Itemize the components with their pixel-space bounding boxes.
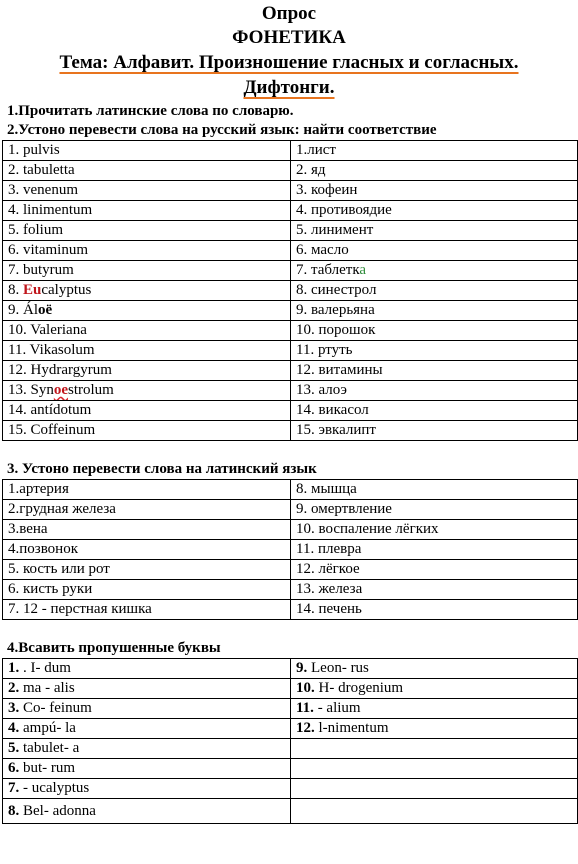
fill-blank-cell bbox=[291, 679, 578, 699]
russian-word-cell bbox=[291, 381, 578, 401]
topic-line-2: Дифтонги. bbox=[243, 77, 335, 98]
task2-table bbox=[2, 140, 578, 441]
table-row bbox=[3, 500, 578, 520]
item-number: 6. bbox=[8, 760, 20, 776]
cell-text: 6. vitaminum bbox=[8, 242, 88, 258]
table-row bbox=[3, 779, 578, 799]
table-row bbox=[3, 141, 578, 161]
table-row bbox=[3, 341, 578, 361]
russian-word-cell bbox=[291, 141, 578, 161]
table-row bbox=[3, 659, 578, 679]
latin-word-cell bbox=[3, 161, 291, 181]
cell-text: 7. butyrum bbox=[8, 262, 74, 278]
russian-word-cell bbox=[3, 580, 291, 600]
cell-text: 15. Coffeinum bbox=[8, 422, 96, 438]
table-row bbox=[3, 759, 578, 779]
item-word: - alium bbox=[313, 700, 361, 716]
cell-text: 2.грудная железа bbox=[8, 501, 116, 517]
item-number: 5. bbox=[8, 740, 20, 756]
cell-text: 9. омертвление bbox=[296, 501, 392, 517]
cell-text: 10. воспаление лёгких bbox=[296, 521, 439, 537]
table-row bbox=[3, 421, 578, 441]
table-row bbox=[3, 361, 578, 381]
cell-text: 4.позвонок bbox=[8, 541, 78, 557]
table-row bbox=[3, 799, 578, 824]
table-row bbox=[3, 520, 578, 540]
table-row bbox=[3, 221, 578, 241]
cell-text: 1.лист bbox=[296, 142, 336, 158]
cell-text: 10. порошок bbox=[296, 322, 376, 338]
latin-word-cell bbox=[3, 321, 291, 341]
cell-text: 11. ртуть bbox=[296, 342, 353, 358]
cell-text: 1. pulvis bbox=[8, 142, 60, 158]
russian-word-cell bbox=[291, 161, 578, 181]
latin-word-cell bbox=[3, 341, 291, 361]
russian-word-cell bbox=[291, 301, 578, 321]
item-word: Leon- rus bbox=[307, 660, 369, 676]
doc-subtitle: ФОНЕТИКА bbox=[232, 27, 346, 48]
fill-blank-cell bbox=[291, 779, 578, 799]
latin-word-cell bbox=[3, 181, 291, 201]
fill-blank-cell bbox=[291, 719, 578, 739]
latin-word-cell bbox=[3, 241, 291, 261]
item-number: 2. bbox=[8, 680, 20, 696]
cell-text: 9. валерьяна bbox=[296, 302, 375, 318]
russian-word-cell bbox=[3, 600, 291, 620]
item-word: Co- feinum bbox=[19, 700, 92, 716]
fill-blank-cell bbox=[291, 799, 578, 824]
table-row bbox=[3, 261, 578, 281]
item-number: 4. bbox=[8, 720, 20, 736]
cell-text: 11. плевра bbox=[296, 541, 362, 557]
item-number: 1. bbox=[8, 660, 20, 676]
table-row bbox=[3, 281, 578, 301]
item-number: 8. bbox=[8, 802, 20, 819]
table-row bbox=[3, 201, 578, 221]
task2-heading: 2.Устоно перевести слова на русский язык: найти соответствие bbox=[7, 122, 437, 138]
table-row bbox=[3, 679, 578, 699]
item-word: Bel- adonna bbox=[19, 802, 96, 819]
cell-text: 15. эвкалипт bbox=[296, 422, 376, 438]
cell-text: 12. лёгкое bbox=[296, 561, 360, 577]
item-number: 9. bbox=[296, 660, 308, 676]
cell-text: 12. витамины bbox=[296, 362, 383, 378]
cell-text: 8. синестрол bbox=[296, 282, 377, 298]
latin-word-cell bbox=[3, 361, 291, 381]
table-row bbox=[3, 699, 578, 719]
russian-word-cell bbox=[291, 520, 578, 540]
russian-word-cell: 7. таблетка bbox=[291, 261, 578, 281]
russian-word-cell bbox=[3, 500, 291, 520]
table-row bbox=[3, 381, 578, 401]
table-row bbox=[3, 181, 578, 201]
cell-text: 12. Hydrargyrum bbox=[8, 362, 112, 378]
latin-word-cell bbox=[3, 421, 291, 441]
latin-word-cell bbox=[3, 141, 291, 161]
russian-word-cell bbox=[291, 361, 578, 381]
russian-word-cell bbox=[291, 480, 578, 500]
russian-word-cell bbox=[291, 221, 578, 241]
item-word: l-nimentum bbox=[314, 720, 389, 736]
item-number: 11. bbox=[296, 700, 314, 716]
cell-text: 14. antídotum bbox=[8, 402, 92, 418]
russian-word-cell bbox=[291, 540, 578, 560]
fill-blank-cell bbox=[3, 739, 291, 759]
cell-text: 1.артерия bbox=[8, 481, 69, 497]
russian-word-cell bbox=[3, 520, 291, 540]
item-number: 3. bbox=[8, 700, 20, 716]
russian-word-cell bbox=[291, 421, 578, 441]
cell-text: 4. linimentum bbox=[8, 202, 93, 218]
table-row bbox=[3, 480, 578, 500]
russian-word-cell bbox=[291, 500, 578, 520]
cell-text: 13. железа bbox=[296, 581, 363, 597]
item-word: tabulet- a bbox=[19, 740, 80, 756]
russian-word-cell bbox=[291, 401, 578, 421]
cell-text: 4. противоядие bbox=[296, 202, 392, 218]
cell-text: 7. 12 - перстная кишка bbox=[8, 601, 152, 617]
cell-text: 3. кофеин bbox=[296, 182, 358, 198]
table-row bbox=[3, 540, 578, 560]
fill-blank-cell bbox=[291, 659, 578, 679]
item-word: . I- dum bbox=[19, 660, 71, 676]
russian-word-cell bbox=[291, 321, 578, 341]
fill-blank-cell bbox=[3, 779, 291, 799]
cell-text: 14. викасол bbox=[296, 402, 369, 418]
cell-text: 6. кисть руки bbox=[8, 581, 93, 597]
russian-word-cell bbox=[291, 600, 578, 620]
fill-blank-cell bbox=[3, 699, 291, 719]
table-row bbox=[3, 321, 578, 341]
task3-table bbox=[2, 479, 578, 620]
fill-blank-cell bbox=[3, 679, 291, 699]
cell-text: 6. масло bbox=[296, 242, 349, 258]
table-row bbox=[3, 161, 578, 181]
cell-text: 11. Vikasolum bbox=[8, 342, 95, 358]
russian-word-cell bbox=[291, 580, 578, 600]
russian-word-cell bbox=[291, 241, 578, 261]
task1-heading: 1.Прочитать латинские слова по словарю. bbox=[7, 103, 294, 119]
table-row bbox=[3, 580, 578, 600]
latin-word-cell: 13. Synoestrolum bbox=[3, 381, 291, 401]
item-word: H- drogenium bbox=[314, 680, 404, 696]
topic-line-1: Тема: Алфавит. Произношение гласных и согласных. bbox=[59, 52, 519, 73]
item-word: but- rum bbox=[19, 760, 76, 776]
latin-word-cell bbox=[3, 261, 291, 281]
task4-table bbox=[2, 658, 578, 824]
item-word: ampú- la bbox=[19, 720, 76, 736]
task4-heading: 4.Всавить пропушенные буквы bbox=[7, 640, 221, 656]
cell-text: 3. venenum bbox=[8, 182, 78, 198]
cell-text: 5. кость или рот bbox=[8, 561, 110, 577]
fill-blank-cell bbox=[291, 739, 578, 759]
latin-word-cell: 8. Eucalyptus bbox=[3, 281, 291, 301]
latin-word-cell bbox=[3, 201, 291, 221]
cell-text: 13. алоэ bbox=[296, 382, 347, 398]
cell-text: 8. мышца bbox=[296, 481, 357, 497]
cell-text: 5. folium bbox=[8, 222, 63, 238]
cell-text: 3.вена bbox=[8, 521, 48, 537]
table-row bbox=[3, 301, 578, 321]
russian-word-cell bbox=[3, 560, 291, 580]
item-number: 12. bbox=[296, 720, 315, 736]
item-word: ma - alis bbox=[19, 680, 75, 696]
russian-word-cell bbox=[291, 201, 578, 221]
latin-word-cell bbox=[3, 221, 291, 241]
item-word: - ucalyptus bbox=[19, 780, 90, 796]
latin-word-cell bbox=[3, 401, 291, 421]
fill-blank-cell bbox=[291, 759, 578, 779]
cell-text: 2. tabuletta bbox=[8, 162, 75, 178]
item-number: 7. bbox=[8, 780, 20, 796]
fill-blank-cell bbox=[3, 799, 291, 824]
table-row bbox=[3, 401, 578, 421]
latin-word-cell: 9. Áloë bbox=[3, 301, 291, 321]
cell-text: 10. Valeriana bbox=[8, 322, 87, 338]
fill-blank-cell bbox=[3, 759, 291, 779]
russian-word-cell bbox=[291, 281, 578, 301]
doc-title: Опрос bbox=[261, 3, 317, 24]
fill-blank-cell bbox=[3, 659, 291, 679]
fill-blank-cell bbox=[3, 719, 291, 739]
fill-blank-cell bbox=[291, 699, 578, 719]
item-number: 10. bbox=[296, 680, 315, 696]
russian-word-cell bbox=[291, 341, 578, 361]
cell-text: 2. яд bbox=[296, 162, 326, 178]
table-row bbox=[3, 600, 578, 620]
russian-word-cell bbox=[3, 540, 291, 560]
table-row bbox=[3, 560, 578, 580]
cell-text: 5. линимент bbox=[296, 222, 374, 238]
russian-word-cell bbox=[3, 480, 291, 500]
table-row bbox=[3, 739, 578, 759]
table-row bbox=[3, 241, 578, 261]
russian-word-cell bbox=[291, 560, 578, 580]
cell-text: 14. печень bbox=[296, 601, 362, 617]
russian-word-cell bbox=[291, 181, 578, 201]
task3-heading: 3. Устоно перевести слова на латинский язык bbox=[7, 461, 317, 477]
table-row bbox=[3, 719, 578, 739]
